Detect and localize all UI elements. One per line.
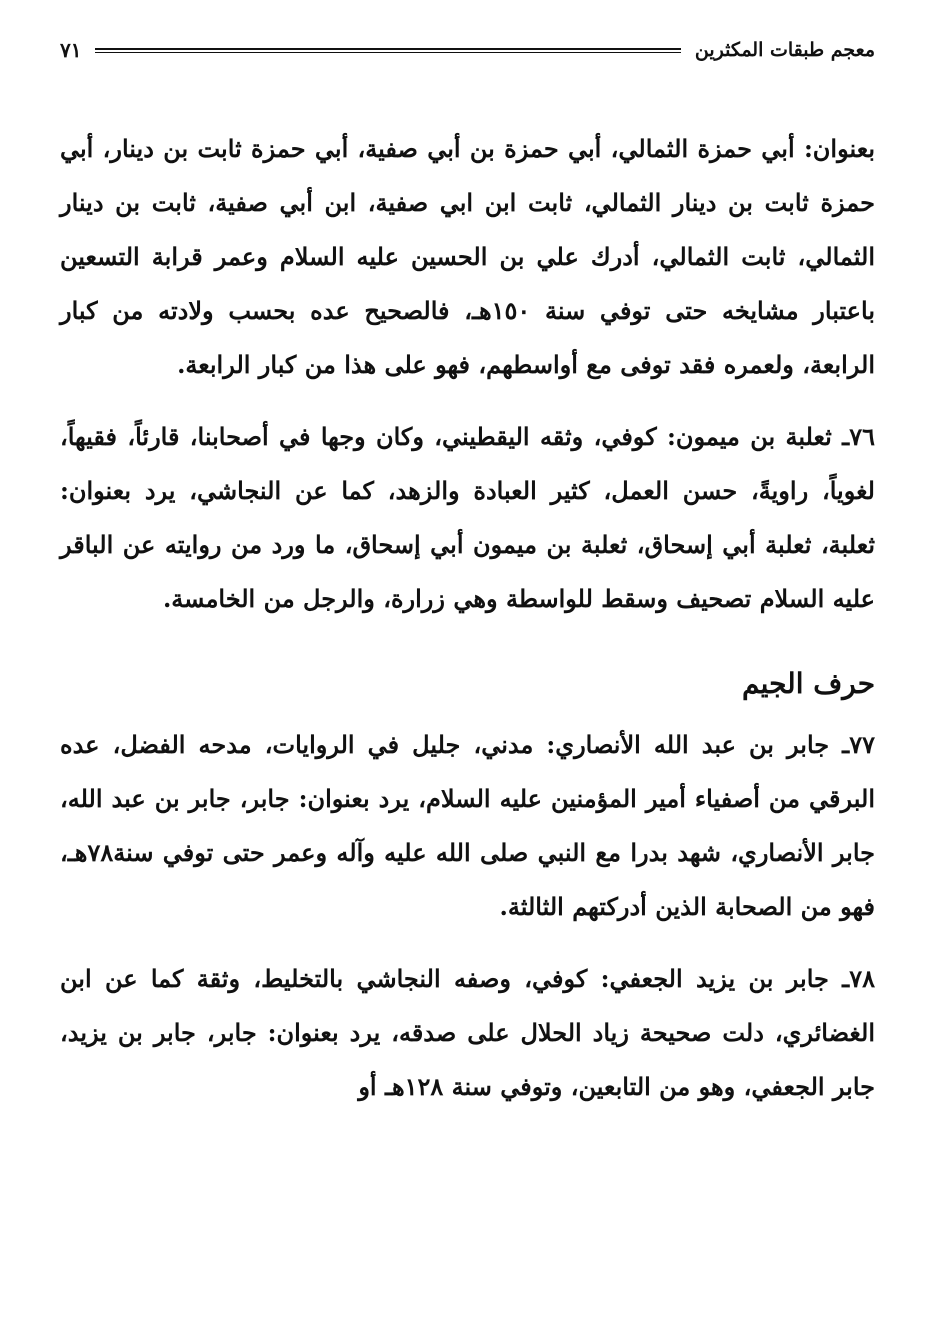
section-heading: حرف الجيم [742,667,875,700]
entry-78 [60,952,875,1114]
entry-78-heading: ٧٨ـ جابر بن يزيد الجعفي: [600,964,875,993]
entry-76 [60,410,875,626]
book-page [60,30,875,1310]
page-body [60,122,875,1114]
page-number: ٧١ [60,38,82,62]
entry-77-heading: ٧٧ـ جابر بن عبد الله الأنصاري: [546,730,875,759]
entry-76-text: كوفي، وثقه اليقطيني، وكان وجها في أصحابنا، قارئاً، فقيهاً، لغوياً، راويةً، حسن العمل، كثير العبادة والزهد، كما عن النجاشي، يرد بعنوان: ثعلبة، ثعلبة أبي إسحاق، ثعلبة بن ميمون أبي إسحاق، ما ورد من روايته عن الباقر عليه السلام تصحيف وسقط للواسطة وهي زرارة، والرجل من الخامسة. [60,422,875,613]
entry-77-text: مدني، جليل في الروايات، مدحه الفضل، عده البرقي من أصفياء أمير المؤمنين عليه السلام، يرد بعنوان: جابر، جابر بن عبد الله، جابر الأنصاري، شهد بدرا مع النبي صلى الله عليه وآله وعمر حتى توفي سنة٧٨هـ، فهو من الصحابة الذين أدركتهم الثالثة. [60,730,875,921]
book-title: معجم طبقات المكثرين [694,39,875,61]
entry-78-text: كوفي، وصفه النجاشي بالتخليط، وثقة كما عن ابن الغضائري، دلت صحيحة زياد الحلال على صدقه، يرد بعنوان: جابر، جابر بن يزيد، جابر الجعفي، وهو من التابعين، وتوفي سنة ١٢٨هـ أو [60,964,875,1101]
paragraph-continuation: بعنوان: أبي حمزة الثمالي، أبي حمزة بن أبي صفية، أبي حمزة ثابت بن دينار، أبي حمزة ثابت بن دينار الثمالي، ثابت ابن ابي صفية، ابن أبي صفية، ثابت بن دينار الثمالي، ثابت الثمالي، أدرك علي بن الحسين عليه السلام وعمر قرابة التسعين باعتبار مشايخه حتى توفي سنة ١٥٠هـ، فالصحيح عده بحسب ولادته من كبار الرابعة، ولعمره فقد توفى مع أواسطهم، فهو على هذا من كبار الرابعة. [60,134,876,379]
entry-76-heading: ٧٦ـ ثعلبة بن ميمون: [666,422,875,451]
running-head [60,30,875,70]
entry-77 [60,718,875,934]
header-rule [95,48,680,53]
